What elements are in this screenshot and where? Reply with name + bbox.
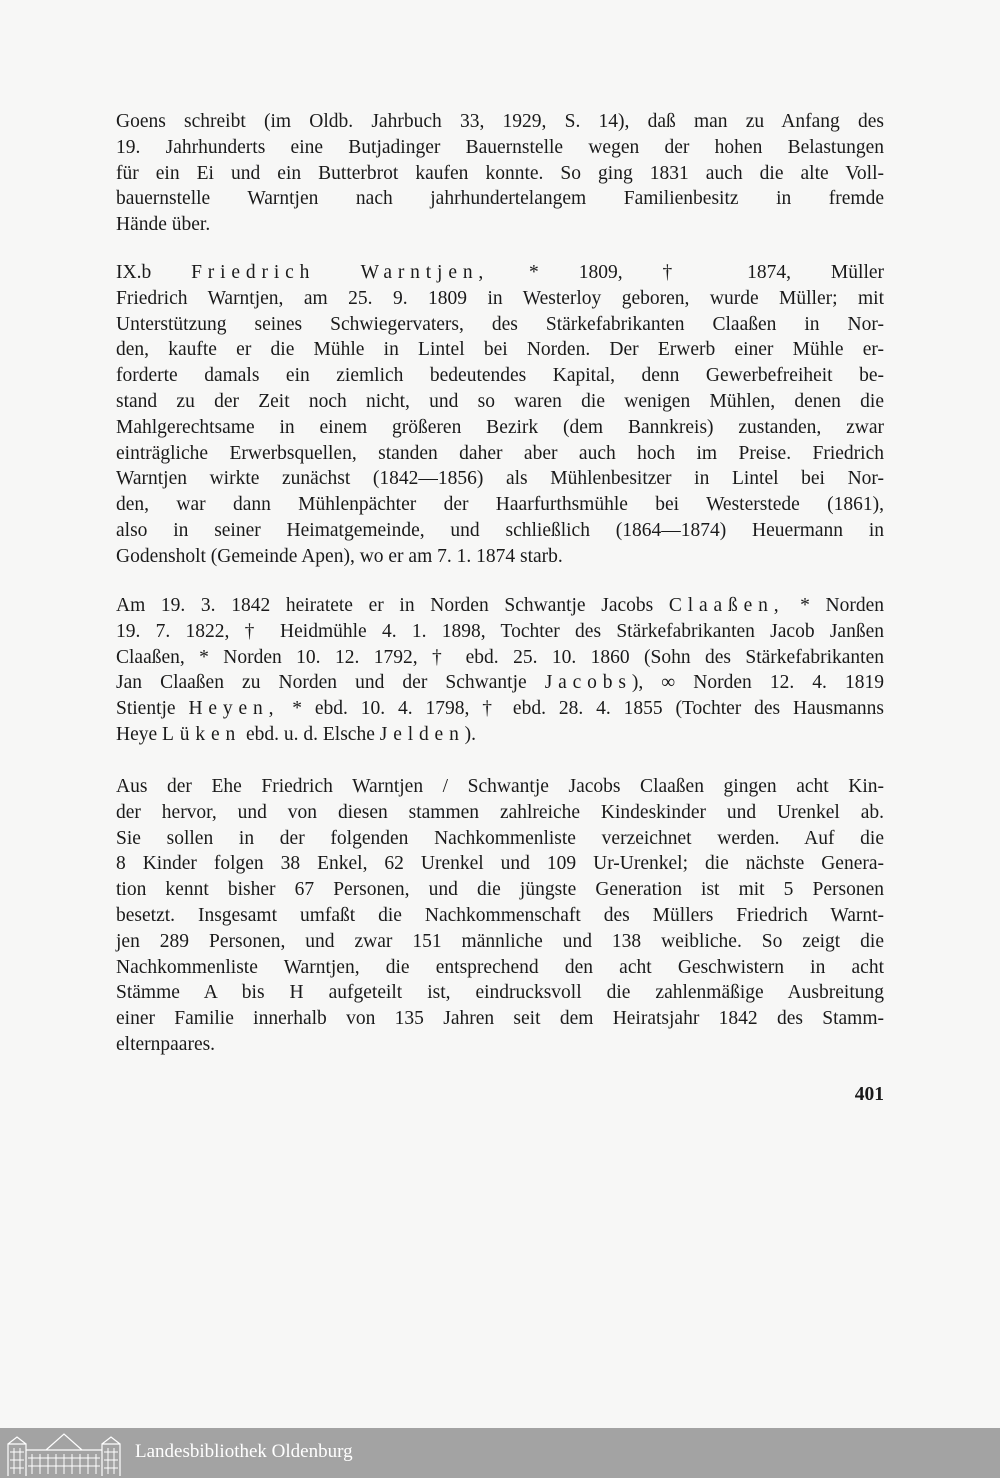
text-segment: ). <box>464 723 477 745</box>
text-line <box>116 696 884 722</box>
text-segment: Friedrich Warntjen, am 25. 9. 1809 in Westerloy geboren, wurde Müller; mit <box>116 287 884 309</box>
text-segment: IX.b <box>116 262 192 283</box>
text-line <box>116 877 884 903</box>
library-name: Landesbibliothek Oldenburg <box>135 1441 353 1462</box>
text-segment: ), ∞ Norden 12. 4. 1819 <box>631 672 884 694</box>
text-segment: * Norden <box>784 595 884 616</box>
text-segment: Godensholt (Gemeinde Apen), wo er am 7. 1. 1874 starb. <box>116 545 563 567</box>
text-line <box>116 260 884 286</box>
text-line <box>116 774 884 800</box>
text-segment: elternpaares. <box>116 1033 216 1055</box>
text-line <box>116 826 884 852</box>
footer-bar <box>0 1428 1000 1478</box>
text-segment: stand zu der Zeit noch nicht, und so waren die wenigen Mühlen, denen die <box>116 390 884 412</box>
text-line <box>116 593 884 619</box>
text-segment: Claaßen, * Norden 10. 12. 1792, † ebd. 25. 10. 1860 (Sohn des Stärkefabrikanten <box>116 646 884 668</box>
text-line <box>116 286 884 312</box>
text-segment: * 1809, † 1874, Müller <box>489 262 885 283</box>
text-line <box>116 544 884 570</box>
text-line <box>116 212 884 238</box>
text-line <box>116 722 884 748</box>
text-line <box>116 903 884 929</box>
spaced-name: Heyen, <box>188 698 280 720</box>
text-segment: einträgliche Erwerbsquellen, standen daher aber auch hoch im Preise. Friedrich <box>116 442 884 464</box>
text-line <box>116 337 884 363</box>
text-line <box>116 492 884 518</box>
spaced-name: Friedrich Warntjen, <box>191 262 490 283</box>
text-segment: Mahlgerechtsame in einem größeren Bezirk (dem Bannkreis) zustanden, zwar <box>116 416 884 438</box>
paragraph-marriage <box>116 593 884 748</box>
text-segment: Unterstützung seines Schwiegervaters, des Stärkefabrikanten Claaßen in Nor- <box>116 313 884 335</box>
spaced-name: Jacobs <box>544 672 632 694</box>
text-line <box>116 466 884 492</box>
text-segment: Warntjen wirkte zunächst (1842—1856) als Mühlenbesitzer in Lintel bei Nor- <box>116 468 884 490</box>
text-line <box>116 389 884 415</box>
text-segment: einer Familie innerhalb von 135 Jahren seit dem Heiratsjahr 1842 des Stamm- <box>116 1008 884 1030</box>
text-segment: Stämme A bis H aufgeteilt ist, eindrucksvoll die zahlenmäßige Ausbreitung <box>116 982 884 1004</box>
text-line <box>116 929 884 955</box>
text-line <box>116 186 884 212</box>
paragraph-intro <box>116 109 884 238</box>
text-line <box>116 441 884 467</box>
text-segment: Am 19. 3. 1842 heiratete er in Norden Schwantje Jacobs <box>116 595 669 616</box>
text-segment: * ebd. 10. 4. 1798, † ebd. 28. 4. 1855 (Tochter des Hausmanns <box>279 698 885 720</box>
text-line <box>116 800 884 826</box>
text-segment: 19. 7. 1822, † Heidmühle 4. 1. 1898, Tochter des Stärkefabrikanten Jacob Janßen <box>116 620 884 642</box>
text-segment: den, kaufte er die Mühle in Lintel bei Norden. Der Erwerb einer Mühle er- <box>116 339 884 361</box>
text-segment: tion kennt bisher 67 Personen, und die jüngste Generation ist mit 5 Personen <box>116 879 884 901</box>
text-segment: besetzt. Insgesamt umfaßt die Nachkommenschaft des Müllers Friedrich Warnt- <box>116 904 884 926</box>
text-line <box>116 980 884 1006</box>
text-segment: Aus der Ehe Friedrich Warntjen / Schwantje Jacobs Claaßen gingen acht Kin- <box>116 776 884 797</box>
spaced-name: Claaßen, <box>668 595 785 616</box>
text-segment: forderte damals ein ziemlich bedeutendes Kapital, denn Gewerbefreiheit be- <box>116 365 884 387</box>
paragraph-descendants <box>116 774 884 1058</box>
text-line <box>116 1032 884 1058</box>
text-line <box>116 109 884 135</box>
text-segment: jen 289 Personen, und zwar 151 männliche und 138 weibliche. So zeigt die <box>116 930 884 952</box>
text-segment: Nachkommenliste Warntjen, die entsprechend den acht Geschwistern in acht <box>116 956 884 978</box>
text-segment: der hervor, und von diesen stammen zahlreiche Kindeskinder und Urenkel ab. <box>116 801 884 823</box>
text-line <box>116 363 884 389</box>
text-segment: 19. Jahrhunderts eine Butjadinger Bauernstelle wegen der hohen Belastungen <box>116 136 884 158</box>
text-segment: ebd. u. d. Elsche <box>241 723 380 745</box>
text-line <box>116 851 884 877</box>
text-line <box>116 955 884 981</box>
text-segment: Stientje <box>116 698 189 720</box>
text-line <box>116 1006 884 1032</box>
text-segment: also in seiner Heimatgemeinde, und schließlich (1864—1874) Heuermann in <box>116 519 884 541</box>
text-segment: Sie sollen in der folgenden Nachkommenliste verzeichnet werden. Auf die <box>116 827 884 849</box>
text-segment: den, war dann Mühlenpächter der Haarfurthsmühle bei Westerstede (1861), <box>116 494 884 516</box>
text-segment: 8 Kinder folgen 38 Enkel, 62 Urenkel und 109 Ur-Urenkel; die nächste Genera- <box>116 853 884 875</box>
text-segment: Hände über. <box>116 214 211 236</box>
text-line <box>116 670 884 696</box>
page-number: 401 <box>854 1084 884 1105</box>
text-line <box>116 135 884 161</box>
paragraph-friedrich-warntjen <box>116 260 884 570</box>
text-line <box>116 619 884 645</box>
text-line <box>116 645 884 671</box>
text-line <box>116 518 884 544</box>
library-building-icon <box>6 1430 124 1476</box>
text-segment: Heye <box>116 723 163 745</box>
text-line <box>116 415 884 441</box>
text-line <box>116 312 884 338</box>
spaced-name: Jelden <box>379 723 465 745</box>
spaced-name: Lüken <box>162 723 242 745</box>
text-line <box>116 161 884 187</box>
text-segment: für ein Ei und ein Butterbrot kaufen konnte. So ging 1831 auch die alte Voll- <box>116 162 884 184</box>
text-segment: Jan Claaßen zu Norden und der Schwantje <box>116 672 545 694</box>
text-segment: bauernstelle Warntjen nach jahrhundertelangem Familienbesitz in fremde <box>116 188 884 210</box>
text-segment: Goens schreibt (im Oldb. Jahrbuch 33, 1929, S. 14), daß man zu Anfang des <box>116 111 884 132</box>
